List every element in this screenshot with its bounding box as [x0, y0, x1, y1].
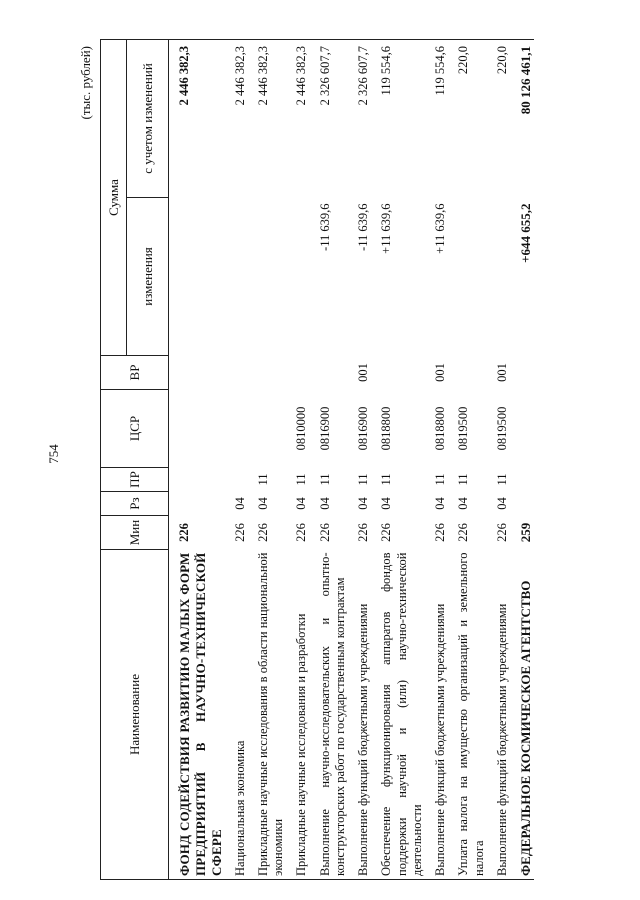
row-total: 80 126 461,1 — [510, 40, 534, 198]
table-row — [225, 40, 248, 880]
row-vr — [448, 356, 487, 390]
row-csr: 0818800 — [433, 406, 448, 451]
row-rz: 04 — [294, 497, 309, 510]
row-pr: 11 — [294, 473, 309, 486]
row-min: 259 — [518, 522, 534, 543]
row-vr: 001 — [494, 363, 509, 382]
row-change — [225, 198, 248, 356]
row-csr — [169, 390, 225, 468]
row-vr — [225, 356, 248, 390]
table-row — [348, 40, 371, 880]
row-min: 226 — [317, 523, 332, 542]
table-row — [487, 40, 510, 880]
row-change: -11 639,6 — [317, 203, 332, 251]
header-rz: Рз — [101, 492, 169, 516]
row-vr — [371, 356, 425, 390]
row-pr — [510, 468, 534, 492]
row-change — [248, 198, 287, 356]
row-total: 2 326 607,7 — [310, 40, 349, 198]
row-rz: 04 — [379, 497, 394, 510]
row-total: 2 446 382,3 — [225, 40, 248, 198]
row-rz: 04 — [494, 497, 509, 510]
row-change: +644 655,2 — [518, 203, 534, 263]
row-min: 226 — [494, 523, 509, 542]
header-with-change: с учетом изменений — [127, 40, 169, 198]
row-vr — [169, 356, 225, 390]
table-row — [286, 40, 309, 880]
row-pr: 11 — [317, 473, 332, 486]
table-row — [510, 40, 534, 880]
page-number: 754 — [46, 444, 61, 464]
table-row — [169, 40, 225, 880]
row-name: Прикладные научные исследования и разработки — [286, 550, 309, 880]
row-vr: 001 — [356, 363, 371, 382]
row-rz: 04 — [433, 497, 448, 510]
row-csr — [225, 390, 248, 468]
row-total: 2 446 382,3 — [248, 40, 287, 198]
row-vr — [248, 356, 287, 390]
row-vr — [510, 356, 534, 390]
row-vr — [310, 356, 349, 390]
row-csr: 0810000 — [294, 406, 309, 451]
row-pr: 11 — [255, 473, 270, 486]
header-name: Наименование — [101, 550, 169, 880]
row-name: Выполнение функций бюджетными учреждениями — [348, 550, 371, 880]
row-pr: 11 — [356, 473, 371, 486]
header-summa: Сумма — [101, 40, 127, 356]
budget-table-rotated — [78, 40, 580, 880]
row-total: 119 554,6 — [425, 40, 448, 198]
table-row — [425, 40, 448, 880]
row-min: 226 — [294, 523, 309, 542]
table-body — [169, 40, 534, 880]
row-total: 2 446 382,3 — [169, 40, 225, 198]
row-csr: 0819500 — [494, 406, 509, 451]
header-change: изменения — [127, 198, 169, 356]
unit-note: (тыс. рублей) — [78, 46, 93, 120]
row-change — [448, 198, 487, 356]
row-csr: 0816900 — [317, 406, 332, 451]
row-name: Национальная экономика — [225, 550, 248, 880]
row-pr: 11 — [494, 473, 509, 486]
header-pr: ПР — [101, 468, 169, 492]
row-csr — [510, 390, 534, 468]
row-change: +11 639,6 — [379, 203, 394, 254]
row-name: Выполнение функций бюджетными учреждениями — [425, 550, 448, 880]
row-name: Обеспечение функционирования аппаратов фондов поддержки научной и (или) научно-технической деятельности — [371, 550, 425, 880]
row-rz: 04 — [255, 497, 270, 510]
row-csr: 0819500 — [456, 406, 471, 451]
table-row — [248, 40, 287, 880]
row-pr: 11 — [379, 473, 394, 486]
header-vr: ВР — [101, 356, 169, 390]
row-rz: 04 — [356, 497, 371, 510]
row-change — [487, 198, 510, 356]
row-vr — [286, 356, 309, 390]
row-change — [286, 198, 309, 356]
row-min: 226 — [356, 523, 371, 542]
row-min: 226 — [232, 523, 247, 542]
row-change: -11 639,6 — [356, 203, 371, 251]
row-min: 226 — [177, 523, 191, 542]
row-csr: 0818800 — [379, 406, 394, 451]
row-csr: 0816900 — [356, 406, 371, 451]
row-pr — [169, 468, 225, 492]
row-name: ФЕДЕРАЛЬНОЕ КОСМИЧЕСКОЕ АГЕНТСТВО — [510, 550, 534, 880]
row-name: ФОНД СОДЕЙСТВИЯ РАЗВИТИЮ МАЛЫХ ФОРМ ПРЕДПРИЯТИЙ В НАУЧНО-ТЕХНИЧЕСКОЙ СФЕРЕ — [169, 550, 225, 880]
row-rz — [169, 492, 225, 516]
row-vr: 001 — [433, 363, 448, 382]
row-total: 2 326 607,7 — [348, 40, 371, 198]
header-min: Мин — [101, 516, 169, 550]
row-name: Выполнение научно-исследовательских и опытно-конструкторских работ по государственным контрактам — [310, 550, 349, 880]
row-pr — [225, 468, 248, 492]
row-name: Выполнение функций бюджетными учреждениями — [487, 550, 510, 880]
table-row — [371, 40, 425, 880]
row-csr — [248, 390, 287, 468]
row-total: 119 554,6 — [371, 40, 425, 198]
row-min: 226 — [456, 523, 471, 542]
row-change — [169, 198, 225, 356]
row-min: 226 — [433, 523, 448, 542]
row-total: 220,0 — [448, 40, 487, 198]
row-name: Прикладные научные исследования в области национальной экономики — [248, 550, 287, 880]
row-change: +11 639,6 — [433, 203, 448, 254]
table-row — [448, 40, 487, 880]
row-min: 226 — [255, 523, 270, 542]
row-name: Уплата налога на имущество организаций и земельного налога — [448, 550, 487, 880]
table-row — [310, 40, 349, 880]
row-rz: 04 — [232, 497, 247, 510]
row-pr: 11 — [456, 473, 471, 486]
row-pr: 11 — [433, 473, 448, 486]
row-rz — [510, 492, 534, 516]
row-rz: 04 — [456, 497, 471, 510]
row-min: 226 — [379, 523, 394, 542]
header-csr: ЦСР — [101, 390, 169, 468]
row-total: 220,0 — [487, 40, 510, 198]
row-total: 2 446 382,3 — [286, 40, 309, 198]
row-rz: 04 — [317, 497, 332, 510]
table-header — [101, 40, 169, 880]
budget-table — [100, 39, 534, 880]
